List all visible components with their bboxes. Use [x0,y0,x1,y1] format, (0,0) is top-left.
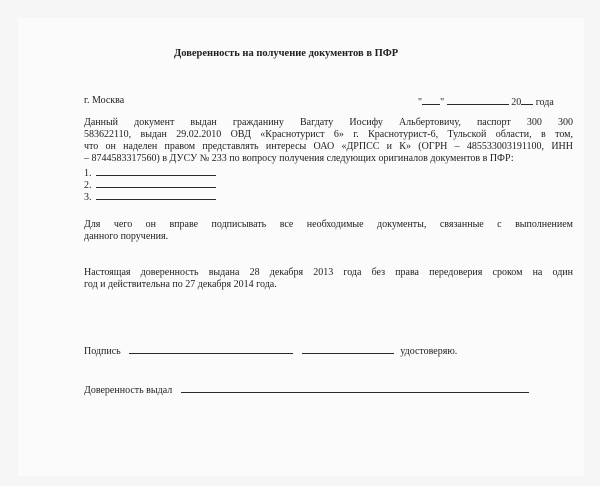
document-title: Доверенность на получение документов в ПФР [174,48,399,59]
validity-line-2: год и действительна по 27 декабря 2014 года. [84,279,277,290]
date-quote-open: " [418,97,423,108]
date-month-blank[interactable] [447,95,509,105]
issued-by-blank[interactable] [181,383,529,393]
signature-label: Подпись [84,346,121,357]
list-item-number: 1. [84,168,92,179]
date-year-prefix: 20 [511,97,522,108]
list-item-number: 3. [84,192,92,203]
rights-line-1: Для чего он вправе подписывать все необходимые документы, связанные с выполнением [84,219,573,230]
issued-by-label: Доверенность выдал [84,385,173,396]
list-item-3 [84,190,216,204]
document-sheet [18,18,584,476]
date-year-suffix: года [535,97,554,108]
certify-label: удостоверяю. [400,346,458,357]
list-item-number: 2. [84,180,92,191]
date-line [418,95,554,109]
city-label: г. Москва [84,95,125,106]
signature-blank[interactable] [129,344,293,354]
body-line-2: 583622110, выдан 29.02.2010 ОВД «Краснотурист 6» г. Краснотурист-6, Тульской области, в том, [84,129,573,140]
signature-row [84,344,457,358]
rights-line-2: данного поручения. [84,231,169,242]
issued-by-row [84,383,529,397]
list-item-blank[interactable] [96,166,216,176]
body-line-3: что он наделен правом представлять интересы ОАО «ДРПСС и К» (ОГРН – 485533003191100, ИНН [84,141,573,152]
date-quote-close: " [440,97,445,108]
list-item-blank[interactable] [96,178,216,188]
body-line-4: – 8744583317560) в ДУСУ № 233 по вопросу получения следующих оригиналов документов в ПФР: [84,153,514,164]
list-item-blank[interactable] [96,190,216,200]
validity-line-1: Настоящая доверенность выдана 28 декабря 2013 года без права передоверия сроком на один [84,267,573,278]
body-line-1: Данный документ выдан гражданину Вагдату Иосифу Альбертовичу, паспорт 300 300 [84,117,573,128]
date-day-blank[interactable] [422,95,440,105]
date-year-blank[interactable] [521,95,533,105]
signature-name-blank[interactable] [302,344,394,354]
